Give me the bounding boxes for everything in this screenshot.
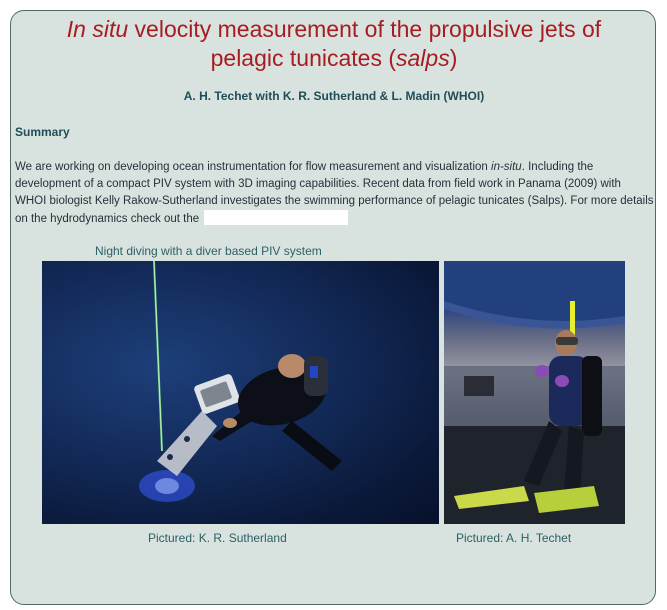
diver-photo-right [444, 261, 625, 524]
summary-text-part2: . Including the development of a compact PIV system with 3D imaging capabilities. Recent data from field work in Panama (2009) with WHOI biologist Kelly Rakow-Sutherland investigates the swimming performance of pelagic tunicates (Salps). For more details on the hydrodynamics check out the [15, 161, 654, 225]
authors-line: A. H. Techet with K. R. Sutherland & L. Madin (WHOI) [183, 89, 485, 103]
summary-paragraph [15, 159, 655, 228]
title-rest: velocity measurement of the propulsive jets of [128, 16, 602, 42]
photo-left-caption: Pictured: K. R. Sutherland [148, 531, 287, 545]
title-line2-start: pelagic tunicates ( [210, 45, 396, 71]
title-line2-italic: salps [396, 45, 450, 71]
diver-photo-left [42, 261, 439, 524]
photo-top-caption: Night diving with a diver based PIV system [95, 244, 322, 258]
title-italic: In situ [66, 16, 129, 42]
summary-heading: Summary [15, 125, 70, 139]
photo-right-caption: Pictured: A. H. Techet [456, 531, 572, 545]
page-title [11, 15, 657, 73]
content-panel [10, 10, 656, 605]
title-line2-end: ) [449, 45, 458, 71]
summary-text-part1: We are working on developing ocean instrumentation for flow measurement and visualization [15, 161, 492, 173]
summary-text-italic: in-situ [491, 161, 522, 173]
hydrodynamics-link[interactable] [204, 210, 348, 225]
